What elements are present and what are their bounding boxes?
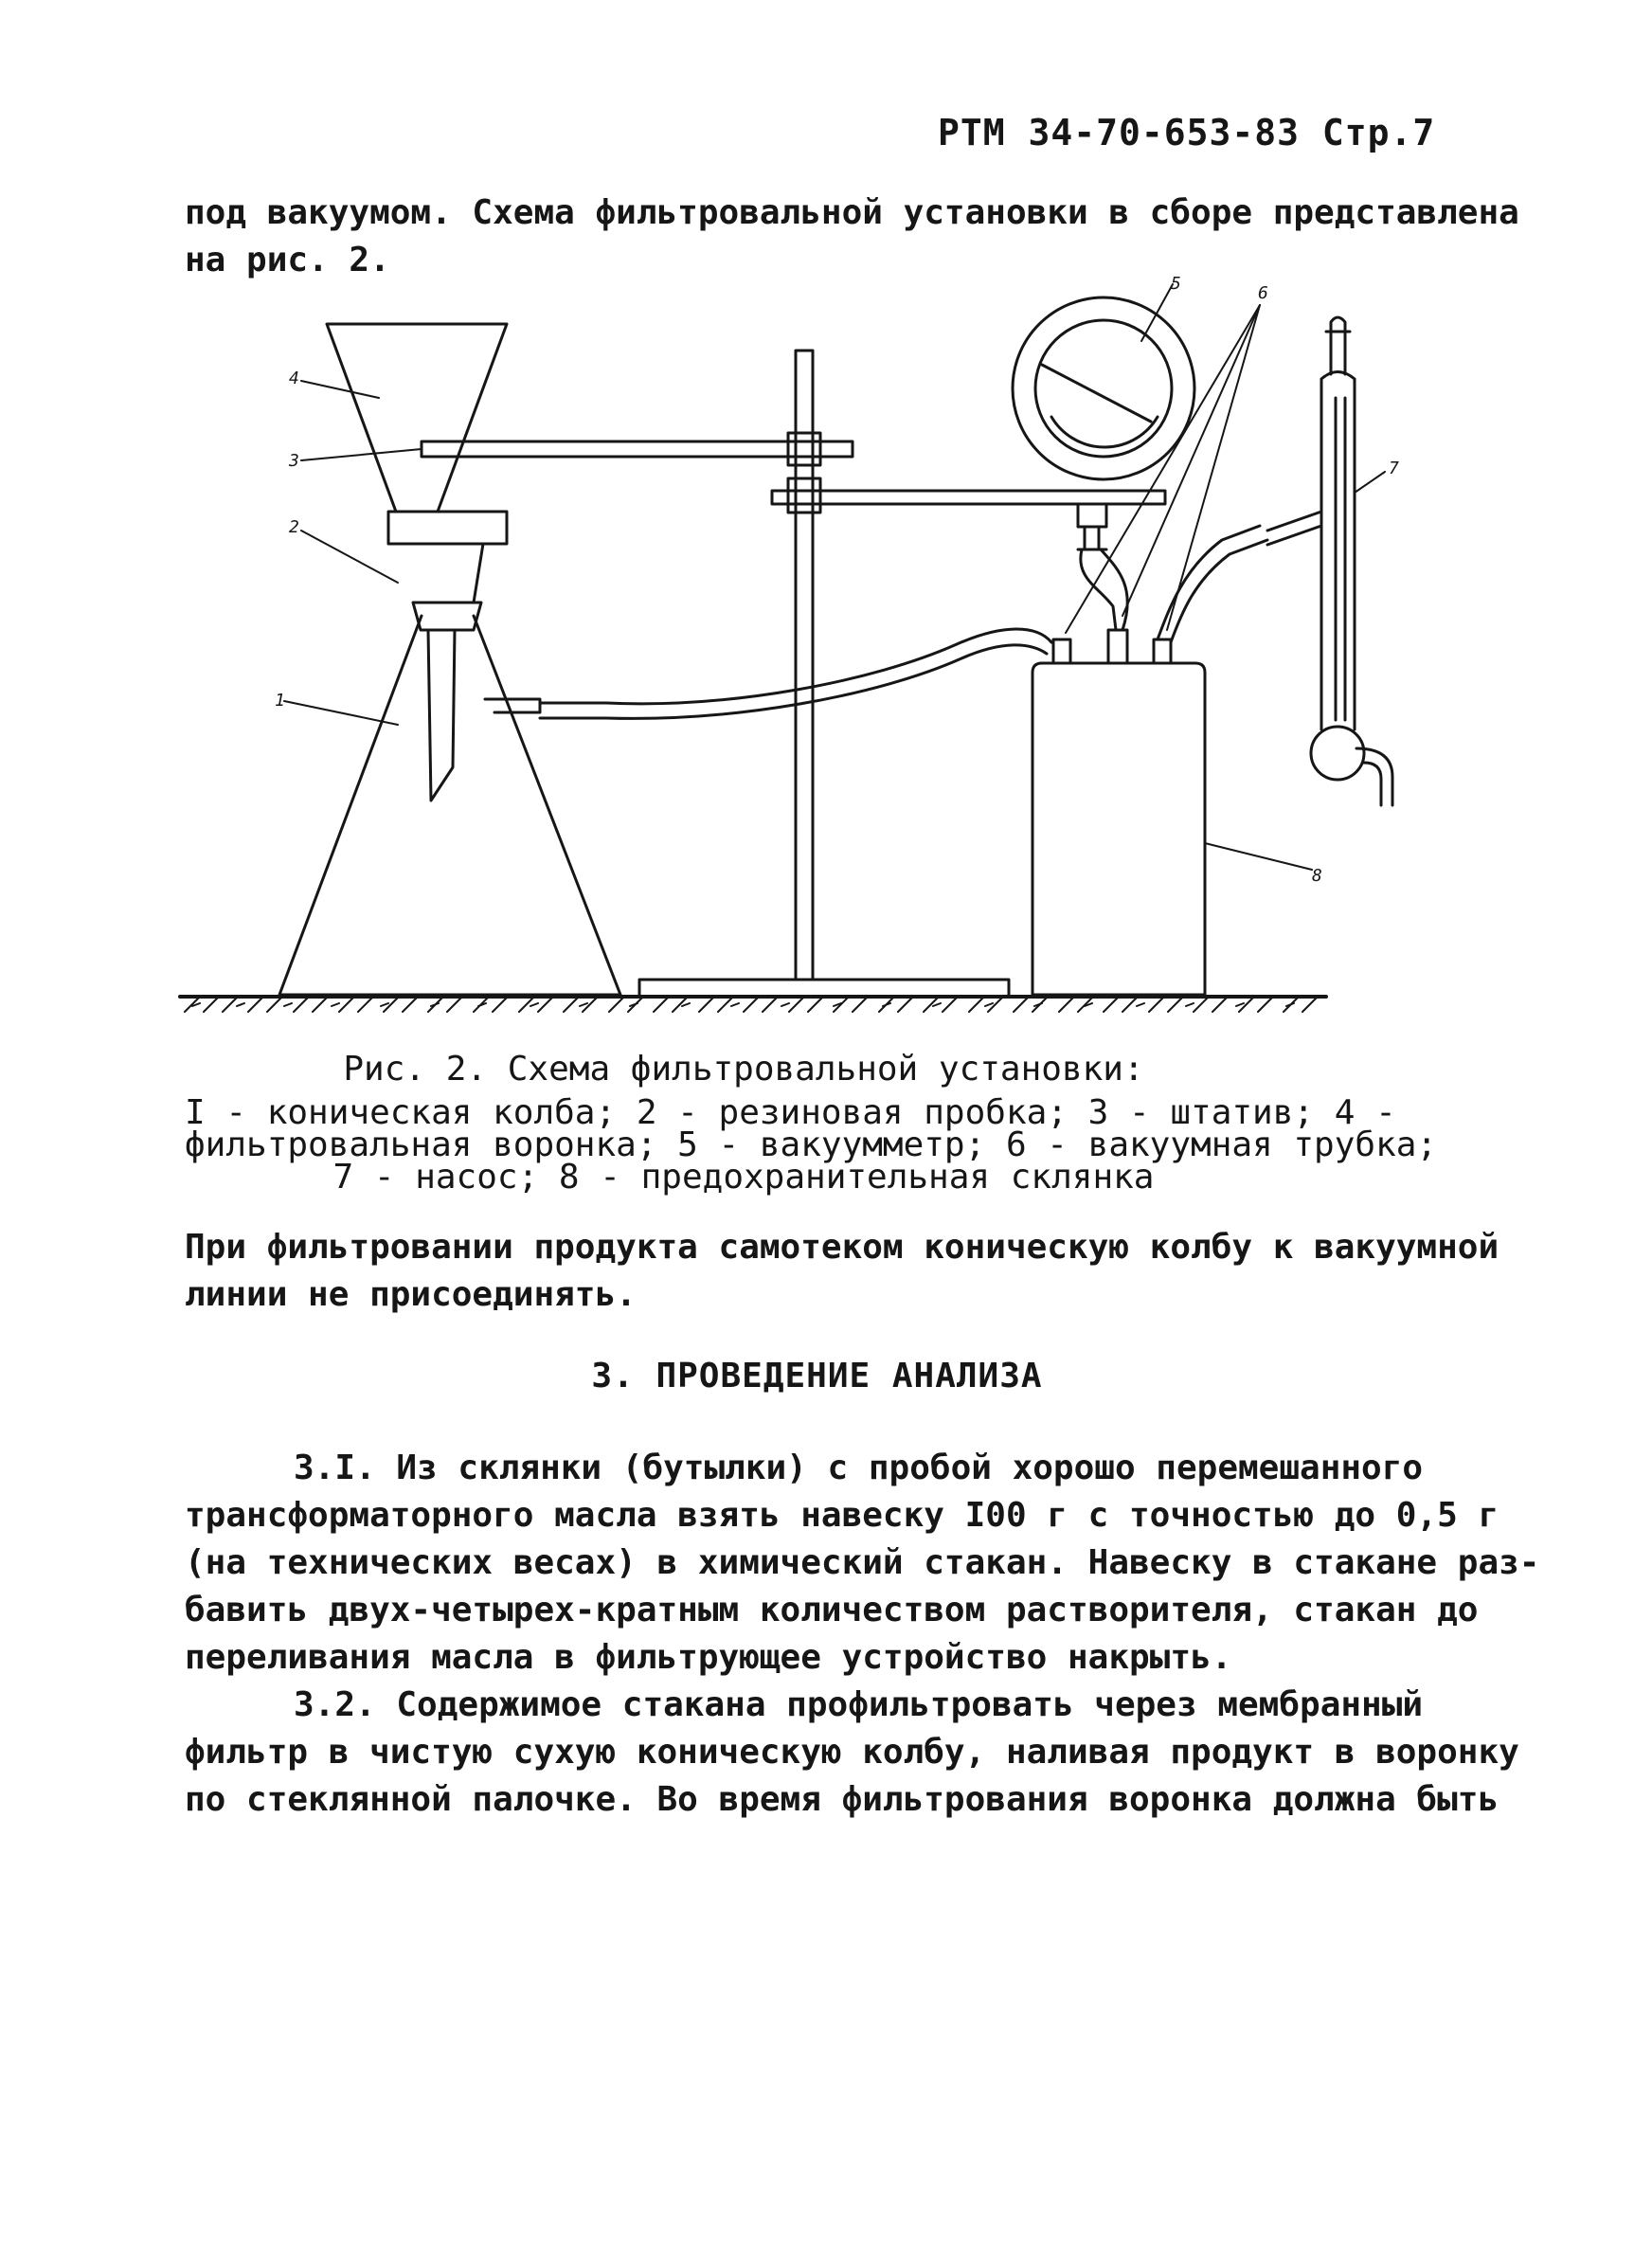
figure-caption-line: 7 - насос; 8 - предохранительная склянка [332, 1158, 1155, 1197]
pump-bulb [1311, 727, 1364, 780]
rubber-stopper [413, 603, 481, 630]
figure-caption-line: фильтровальная воронка; 5 - вакуумметр; 6 - вакуумная трубка; [185, 1125, 1438, 1164]
safety-bottle-necks [1053, 630, 1171, 663]
figure-label-3: 3 [289, 451, 299, 471]
paragraph-line: трансформаторного масла взять навеску I00 г с точностью до 0,5 г [185, 1496, 1499, 1535]
paragraph-line: 3.2. Содержимое стакана профильтровать через мембранный [294, 1685, 1424, 1724]
paragraph-line: (на технических весах) в химический стакан. Навеску в стакане раз- [185, 1543, 1540, 1582]
stand-base [639, 980, 1009, 997]
section-heading: 3. ПРОВЕДЕНИЕ АНАЛИЗА [591, 1357, 1043, 1395]
pump-body [1321, 372, 1355, 730]
figure-caption-title: Рис. 2. Схема фильтровальной установки: [343, 1050, 1144, 1089]
intro-line: на рис. 2. [185, 241, 390, 279]
figure-label-2: 2 [289, 517, 299, 537]
vacuum-tube-pump [1158, 526, 1267, 642]
safety-bottle [1032, 663, 1205, 995]
figure-caption-line: I - коническая колба; 2 - резиновая пробка; 3 - штатив; 4 - [185, 1093, 1396, 1132]
vacuum-gauge-outer [1013, 297, 1194, 479]
vacuum-gauge-inner [1035, 320, 1172, 457]
paragraph-line: по стеклянной палочке. Во время фильтрования воронка должна быть [185, 1780, 1499, 1819]
funnel-lower-cone [403, 544, 483, 603]
note-line: При фильтровании продукта самотеком коническую колбу к вакуумной [185, 1228, 1499, 1267]
figure-label-6: 6 [1258, 283, 1268, 303]
figure-label-8: 8 [1312, 866, 1322, 886]
figure-label-4: 4 [289, 369, 299, 388]
stand-clamp-lower [788, 478, 820, 513]
figure-label-5: 5 [1171, 274, 1181, 294]
filter-clamp-ring [388, 512, 507, 544]
conical-flask [279, 616, 620, 995]
stand-arm-lower [772, 491, 1165, 504]
figure-label-7: 7 [1389, 459, 1399, 478]
stand-rod [796, 351, 813, 980]
vacuum-gauge-scale [1051, 417, 1158, 447]
note-line: линии не присоединять. [185, 1275, 637, 1314]
ground-hatching [185, 998, 1317, 1012]
vacuum-tube-gauge [1081, 549, 1127, 630]
filtration-setup-diagram [0, 0, 1634, 1042]
paragraph-line: 3.I. Из склянки (бутылки) с пробой хорошо перемешанного [294, 1449, 1424, 1487]
paragraph-3-2 [185, 1682, 1519, 1824]
pump-outlet [1356, 748, 1392, 805]
paragraph-line: бавить двух-четырех-кратным количеством растворителя, стакан до [185, 1591, 1479, 1629]
vacuum-gauge-stem [1078, 527, 1106, 549]
paragraph-line: переливания масла в фильтрующее устройство накрыть. [185, 1638, 1232, 1677]
note-paragraph [185, 1224, 1499, 1319]
pump-inner-tube [1336, 398, 1345, 720]
pump-side-arm [1267, 512, 1321, 545]
vacuum-gauge-needle [1042, 365, 1151, 422]
pump-top-inlet [1326, 317, 1350, 374]
intro-line: под вакуумом. Схема фильтровальной установки в сборе представлена [185, 193, 1519, 232]
funnel-stem [428, 630, 455, 801]
vacuum-tube-flask-outer [540, 645, 1047, 719]
figure-label-1: 1 [275, 691, 285, 711]
label-leaders [284, 284, 1385, 870]
page-header: РТМ 34-70-653-83 Стр.7 [938, 112, 1436, 153]
flask-side-arm [485, 699, 540, 712]
stand-clamp-upper [788, 433, 820, 465]
paragraph-line: фильтр в чистую сухую коническую колбу, наливая продукт в воронку [185, 1733, 1519, 1772]
paragraph-3-1 [185, 1445, 1540, 1682]
figure-caption [185, 1050, 1438, 1197]
filter-funnel-cone [327, 324, 507, 512]
vacuum-gauge-fitting [1078, 504, 1106, 527]
